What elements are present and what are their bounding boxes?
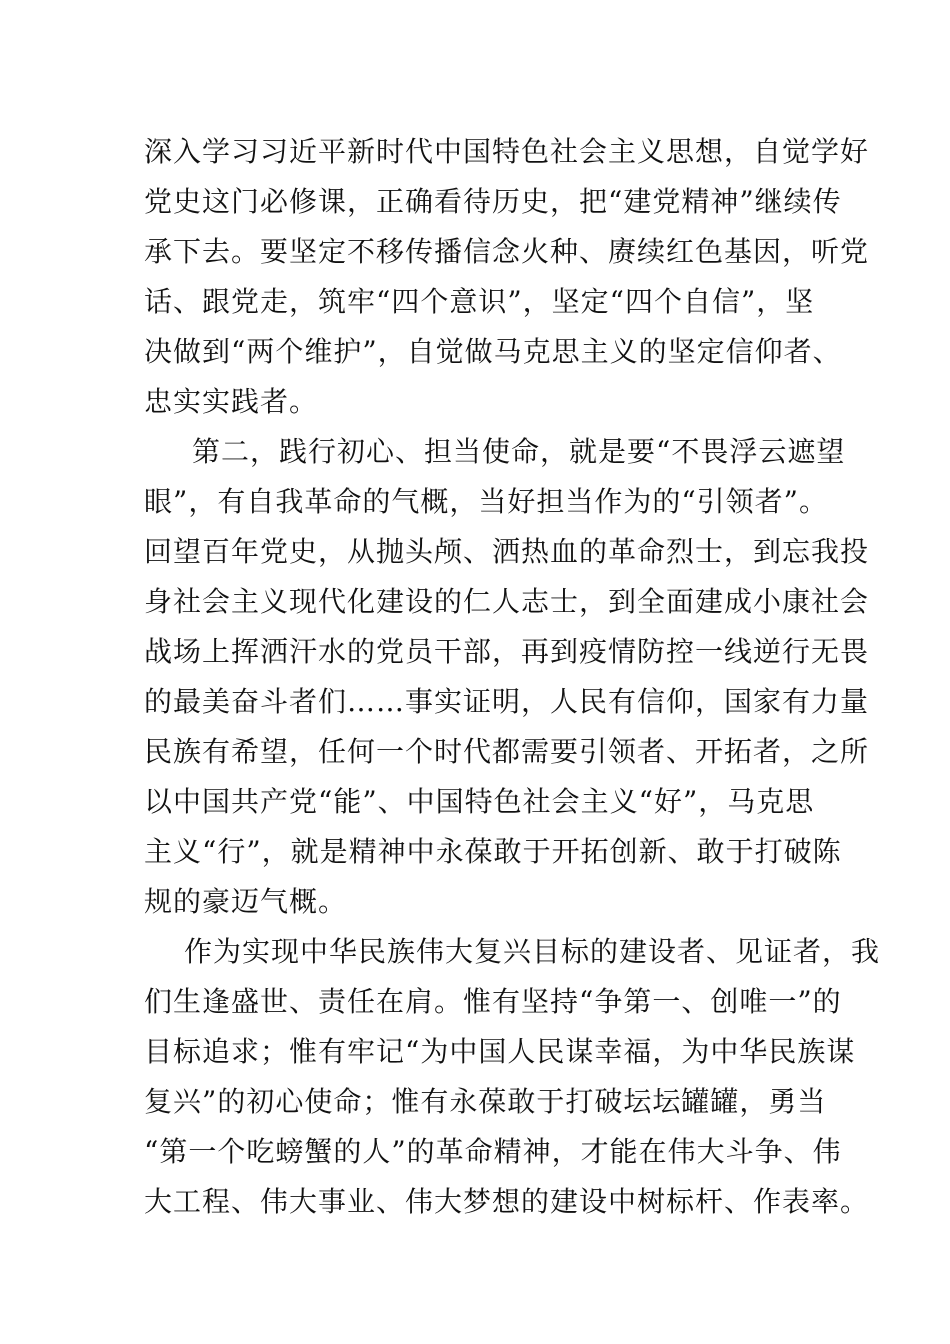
text-line: 话、跟党走，筑牢“四个意识”，坚定“四个自信”，坚 (144, 285, 815, 318)
paragraph-3 (144, 927, 881, 1227)
text-line: 目标追求；惟有牢记“为中国人民谋幸福，为中华民族谋 (144, 1035, 856, 1068)
text-line: 复兴”的初心使命；惟有永葆敢于打破坛坛罐罐，勇当 (144, 1085, 827, 1118)
text-line: 民族有希望，任何一个时代都需要引领者、开拓者，之所 (144, 735, 870, 768)
text-line: 决做到“两个维护”，自觉做马克思主义的坚定信仰者、 (144, 335, 842, 368)
text-line: 们生逢盛世、责任在肩。惟有坚持“争第一、创唯一”的 (144, 985, 842, 1018)
text-line: 眼”，有自我革命的气概，当好担当作为的“引领者”。 (144, 485, 828, 518)
paragraph-2 (144, 427, 870, 927)
text-line: “第一个吃螃蟹的人”的革命精神，才能在伟大斗争、伟 (144, 1135, 842, 1168)
text-line: 大工程、伟大事业、伟大梦想的建设中树标杆、作表率。 (144, 1185, 870, 1218)
text-line: 身社会主义现代化建设的仁人志士，到全面建成小康社会 (144, 585, 870, 618)
text-line: 作为实现中华民族伟大复兴目标的建设者、见证者，我 (184, 935, 881, 968)
text-line: 回望百年党史，从抛头颅、洒热血的革命烈士，到忘我投 (144, 535, 870, 568)
text-line: 的最美奋斗者们……事实证明，人民有信仰，国家有力量 (144, 685, 870, 718)
document-body (144, 127, 881, 1227)
text-line: 忠实实践者。 (144, 385, 319, 418)
text-line: 深入学习习近平新时代中国特色社会主义思想，自觉学好 (144, 135, 870, 168)
text-line: 主义“行”，就是精神中永葆敢于开拓创新、敢于打破陈 (144, 835, 842, 868)
text-line: 规的豪迈气概。 (144, 885, 348, 918)
text-line: 党史这门必修课，正确看待历史，把“建党精神”继续传 (144, 185, 842, 218)
paragraph-1 (144, 127, 870, 427)
text-line: 承下去。要坚定不移传播信念火种、赓续红色基因，听党 (144, 235, 870, 268)
text-line: 第二，践行初心、担当使命，就是要“不畏浮云遮望 (192, 435, 846, 468)
text-line: 以中国共产党“能”、中国特色社会主义“好”，马克思 (144, 785, 815, 818)
text-line: 战场上挥洒汗水的党员干部，再到疫情防控一线逆行无畏 (144, 635, 870, 668)
